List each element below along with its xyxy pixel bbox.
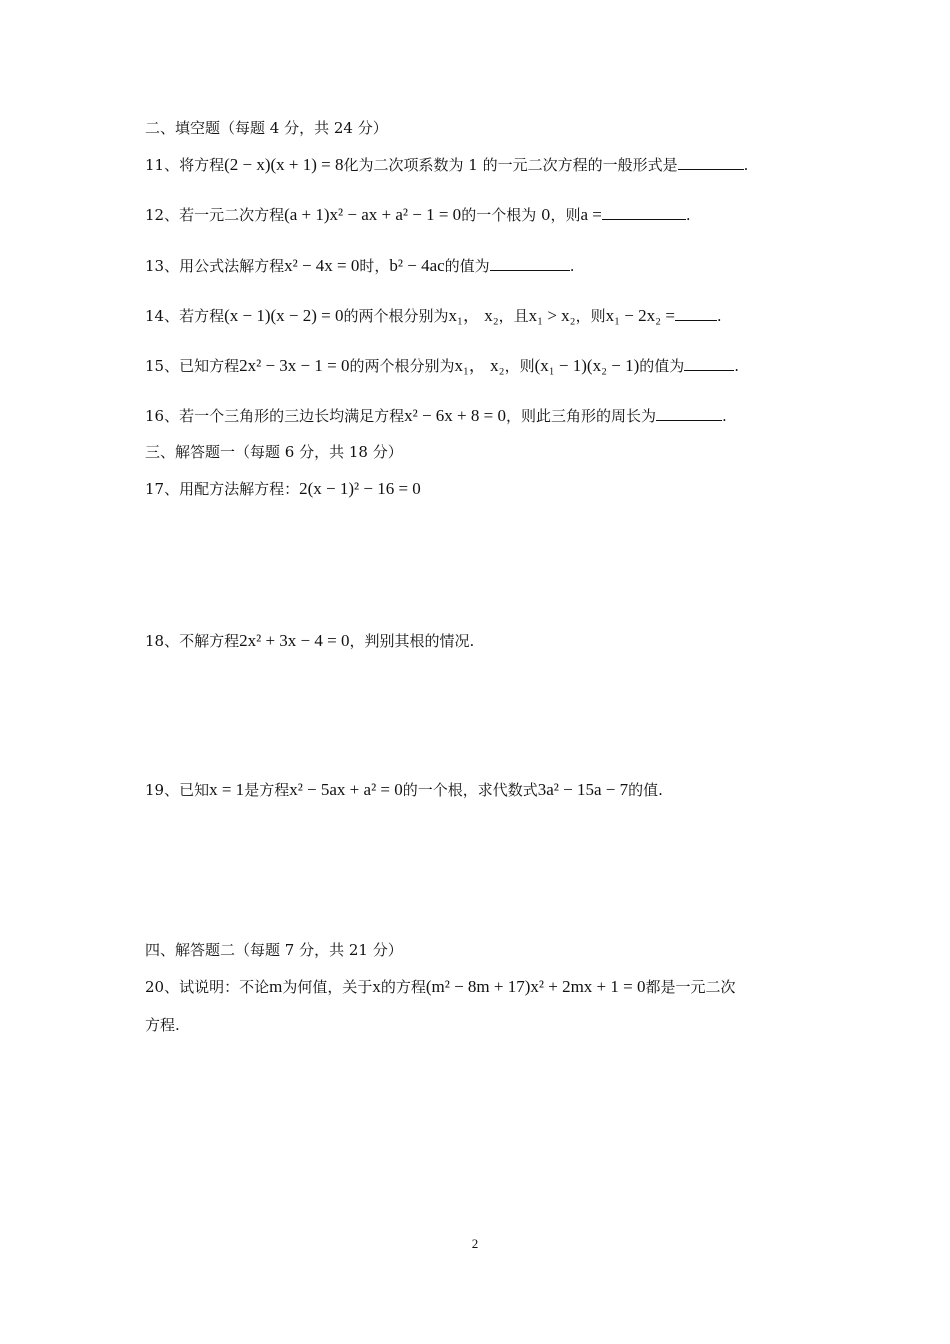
question-16 xyxy=(145,406,727,426)
q15-end: . xyxy=(734,357,740,375)
q15-text-mid2: ，则 xyxy=(504,357,535,375)
q11-equation: (2 − x)(x + 1) = 8 xyxy=(224,155,344,174)
q12-text: 12、若一元二次方程 xyxy=(145,206,285,224)
q19-condition: x = 1 xyxy=(209,780,245,799)
question-19 xyxy=(145,780,663,800)
question-13 xyxy=(145,256,574,276)
q13-end: . xyxy=(569,257,575,275)
q13-text: 13、用公式法解方程 xyxy=(145,257,285,275)
q12-text-mid: 的一个根为 0，则 xyxy=(461,206,581,224)
q17-equation: 2(x − 1)² − 16 = 0 xyxy=(299,479,421,498)
q13-equation: x² − 4x = 0 xyxy=(284,256,360,275)
q19-text-mid: 是方程 xyxy=(244,781,290,799)
q20-text-mid2: 的方程 xyxy=(380,978,426,996)
q19-expression: 3a² − 15a − 7 xyxy=(537,780,629,799)
question-14 xyxy=(145,306,722,326)
q13-text-mid: 时， xyxy=(359,257,390,275)
q15-roots: x₁， x₂ xyxy=(454,356,505,375)
q14-end: . xyxy=(716,307,722,325)
q17-text: 17、用配方法解方程： xyxy=(145,480,300,498)
section-heading-fill-blank: 二、填空题（每题 4 分，共 24 分） xyxy=(145,119,388,137)
q16-text: 16、若一个三角形的三边长均满足方程 xyxy=(145,407,405,425)
q20-text: 20、试说明：不论 xyxy=(145,978,270,996)
question-20 xyxy=(145,977,736,997)
q12-math-a: a = xyxy=(580,205,602,224)
q20-text-post: 都是一元二次 xyxy=(645,978,736,996)
section-heading-solve-1: 三、解答题一（每题 6 分，共 18 分） xyxy=(145,443,403,461)
q16-equation: x² − 6x + 8 = 0 xyxy=(404,406,506,425)
q12-answer-blank xyxy=(602,205,686,220)
q18-text-post: ，判别其根的情况. xyxy=(349,632,475,650)
q13-text-post: 的值为 xyxy=(444,257,490,275)
q14-expression: x₁ − 2x₂ = xyxy=(605,306,675,325)
q19-equation: x² − 5ax + a² = 0 xyxy=(289,780,403,799)
q11-end: . xyxy=(743,156,749,174)
q18-equation: 2x² + 3x − 4 = 0 xyxy=(239,631,350,650)
question-12 xyxy=(145,205,691,225)
q16-end: . xyxy=(721,407,727,425)
q15-equation: 2x² − 3x − 1 = 0 xyxy=(239,356,350,375)
q14-roots: x₁， x₂ xyxy=(448,306,499,325)
q15-answer-blank xyxy=(684,356,734,371)
q12-end: . xyxy=(685,206,691,224)
question-15 xyxy=(145,356,739,376)
q13-answer-blank xyxy=(490,256,570,271)
q19-text: 19、已知 xyxy=(145,781,210,799)
question-11 xyxy=(145,155,748,175)
q14-text-mid2: ，且 xyxy=(498,307,529,325)
q14-text-mid3: ，则 xyxy=(575,307,606,325)
q20-equation: (m² − 8m + 17)x² + 2mx + 1 = 0 xyxy=(425,977,646,996)
q19-text-post: 的值. xyxy=(628,781,663,799)
q16-answer-blank xyxy=(656,406,722,421)
q20-var-x: x xyxy=(372,977,381,996)
q19-text-mid2: 的一个根，求代数式 xyxy=(402,781,538,799)
q12-equation: (a + 1)x² − ax + a² − 1 = 0 xyxy=(284,205,462,224)
q14-text: 14、若方程 xyxy=(145,307,225,325)
q14-equation: (x − 1)(x − 2) = 0 xyxy=(224,306,344,325)
section-heading-solve-2: 四、解答题二（每题 7 分，共 21 分） xyxy=(145,941,403,959)
q14-text-mid: 的两个根分别为 xyxy=(343,307,449,325)
q11-answer-blank xyxy=(678,155,744,170)
q15-expression: (x₁ − 1)(x₂ − 1) xyxy=(534,356,640,375)
q11-text: 11、将方程 xyxy=(145,156,225,174)
q14-condition: x₁ > x₂ xyxy=(528,306,576,325)
q15-text-post: 的值为 xyxy=(639,357,685,375)
q15-text: 15、已知方程 xyxy=(145,357,240,375)
question-18 xyxy=(145,631,474,651)
q20-text-mid: 为何值，关于 xyxy=(282,978,373,996)
q13-discriminant: b² − 4ac xyxy=(389,256,445,275)
q16-text-post: ，则此三角形的周长为 xyxy=(505,407,656,425)
q11-text-post: 化为二次项系数为 1 的一元二次方程的一般形式是 xyxy=(343,156,678,174)
q20-var-m: m xyxy=(269,977,283,996)
q15-text-mid: 的两个根分别为 xyxy=(349,357,455,375)
question-20-continuation: 方程. xyxy=(145,1016,180,1034)
q18-text: 18、不解方程 xyxy=(145,632,240,650)
q14-answer-blank xyxy=(675,306,717,321)
question-17 xyxy=(145,479,421,499)
page-number: 2 xyxy=(471,1236,479,1251)
